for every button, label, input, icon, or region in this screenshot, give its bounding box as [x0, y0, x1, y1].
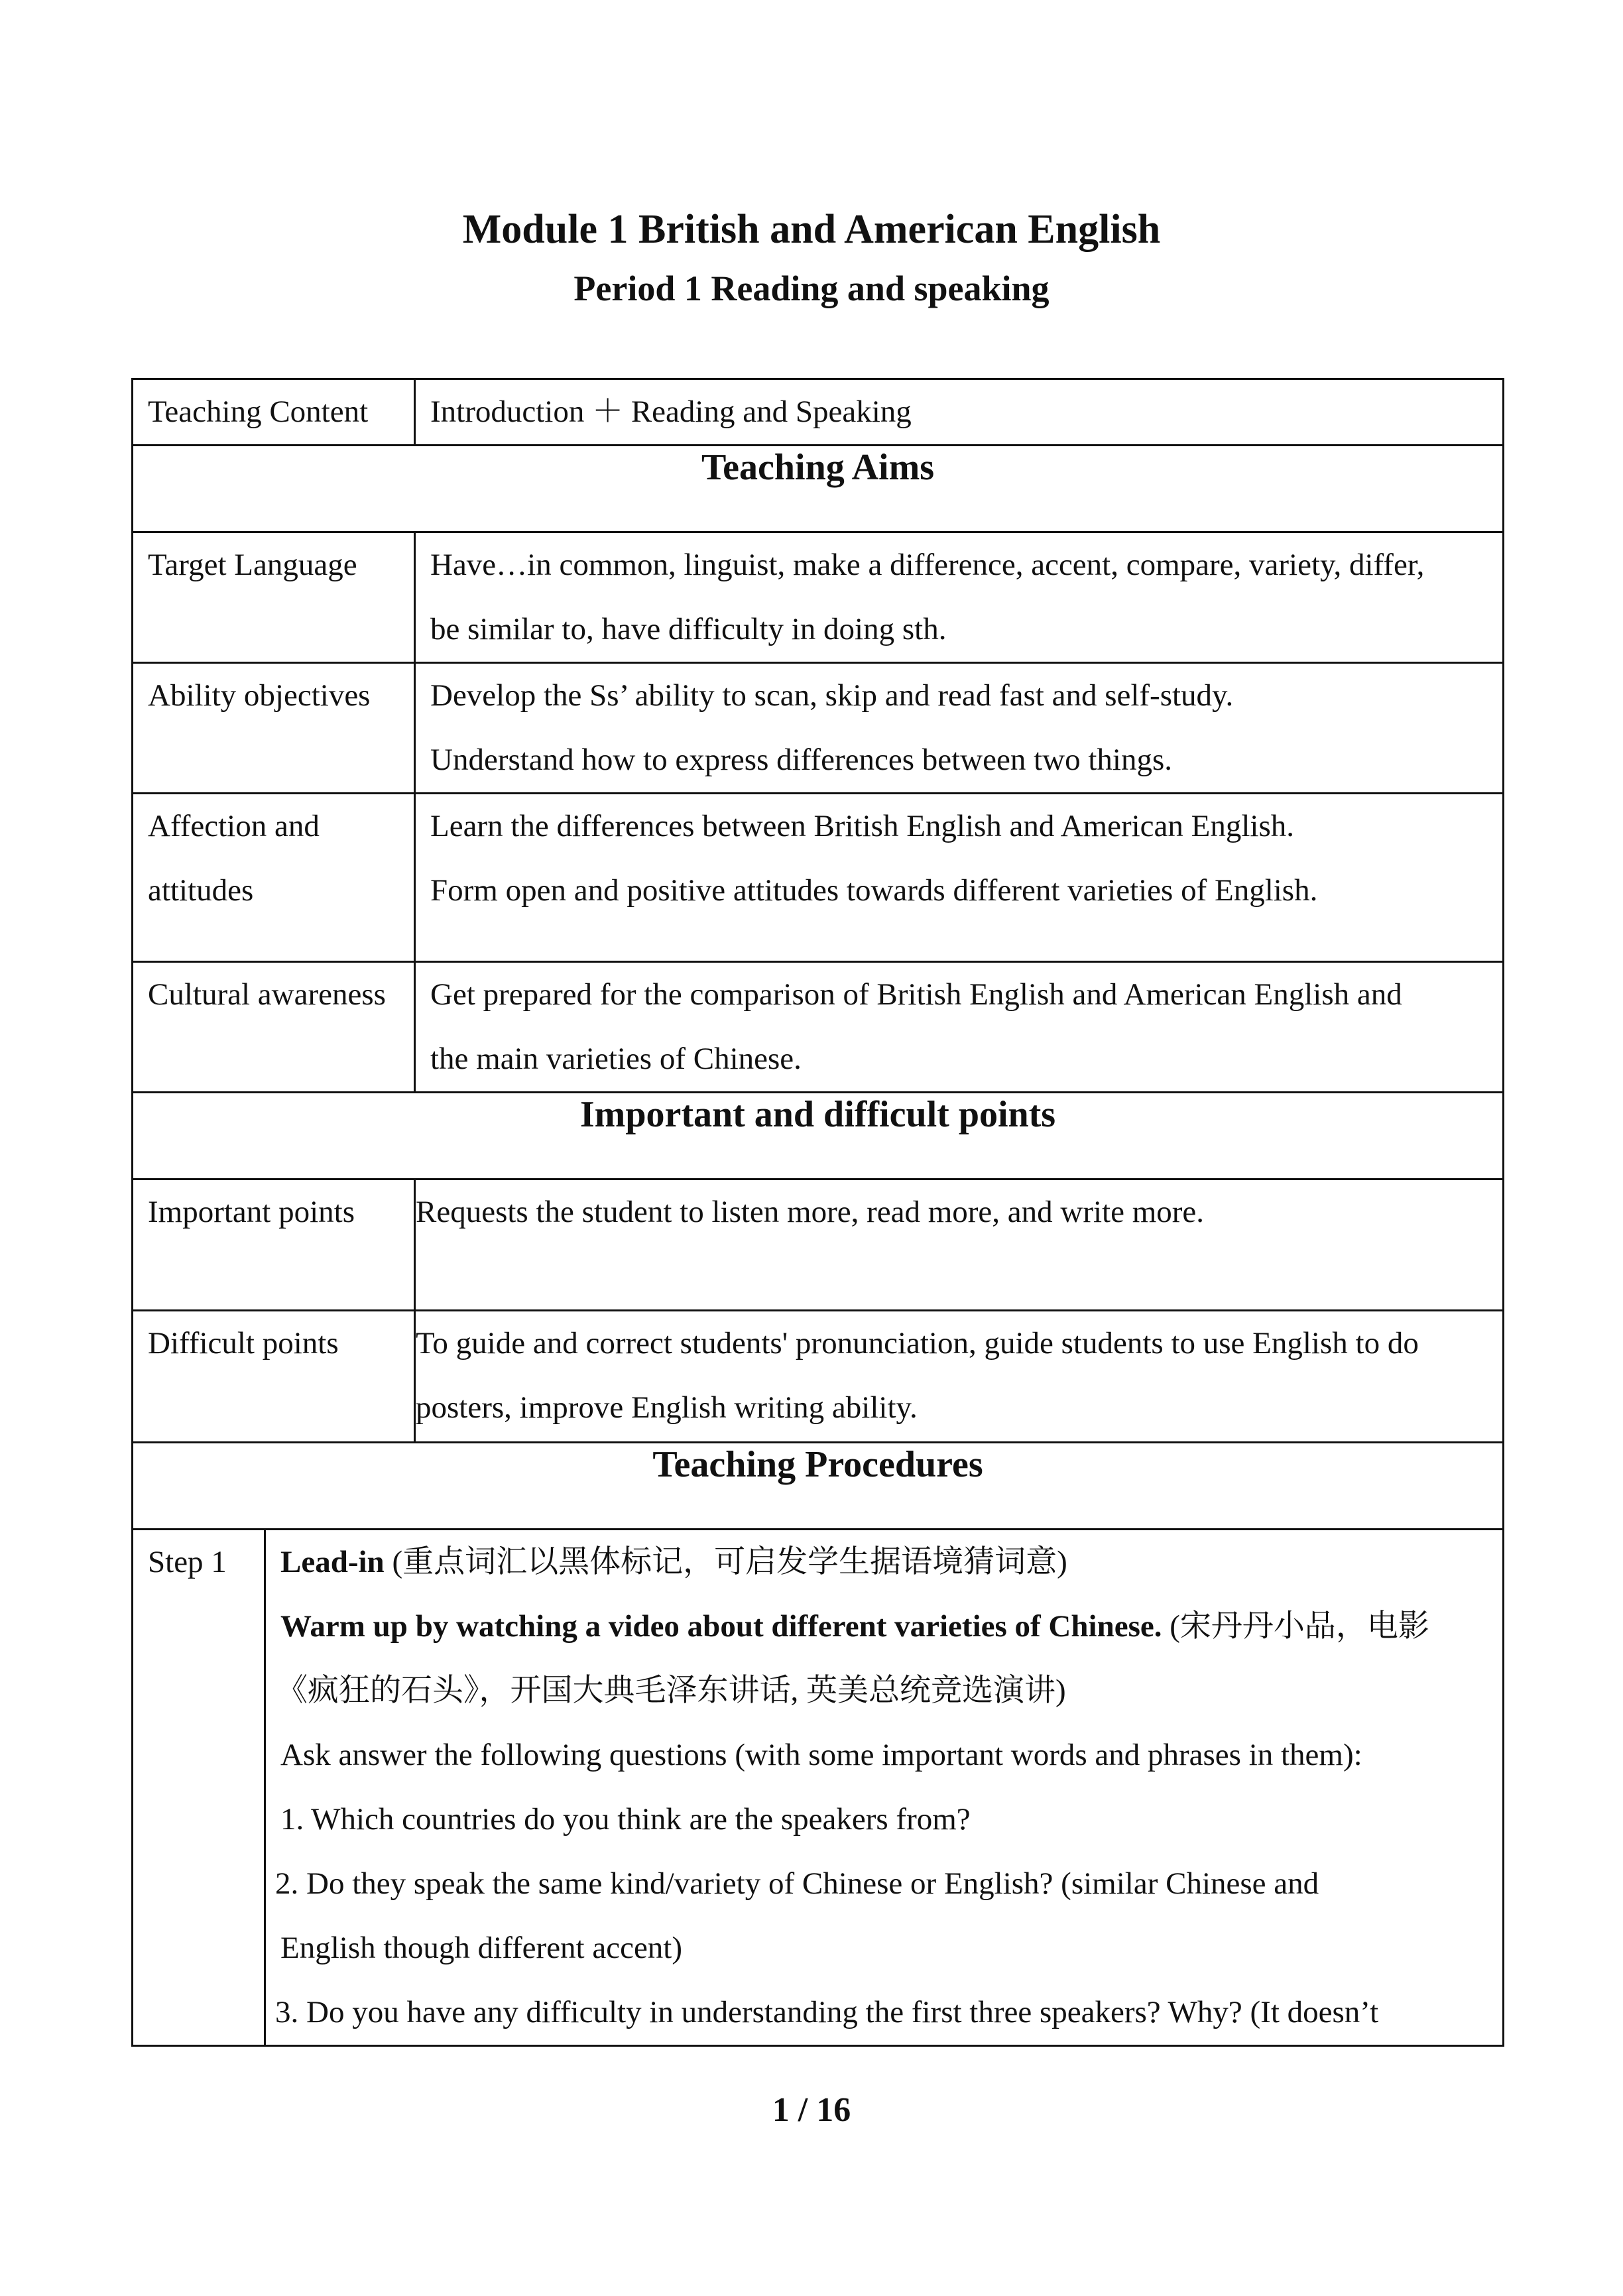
important-points-label: Important points: [133, 1179, 415, 1311]
affection-attitudes-row: [133, 794, 1504, 962]
warmup-line: Warm up by watching a video about different varieties of Chinese. (宋丹丹小品，电影: [280, 1609, 1429, 1644]
difficult-points-row: [133, 1311, 1504, 1443]
points-header-row: [133, 1093, 1504, 1179]
teaching-content-value: Introduction ＋ Reading and Speaking: [415, 379, 1504, 446]
procedures-header-row: [133, 1443, 1504, 1530]
cultural-awareness-row: [133, 962, 1504, 1093]
step1-content: [265, 1530, 1504, 2046]
ability-objectives-label: Ability objectives: [133, 663, 415, 794]
step1-label: Step 1: [133, 1530, 265, 2046]
cultural-awareness-value: Get prepared for the comparison of British English and American English and the main varieties of Chinese.: [415, 962, 1504, 1093]
page-number: 1 / 16: [772, 2091, 851, 2129]
teaching-content-label: Teaching Content: [133, 379, 415, 446]
cultural-awareness-label: Cultural awareness: [133, 962, 415, 1093]
important-points-value: Requests the student to listen more, read more, and write more.: [415, 1179, 1504, 1311]
lesson-plan-table: [131, 378, 1504, 2047]
question-3: 3. Do you have any difficulty in understanding the first three speakers? Why? (It doesn’t: [275, 1995, 1379, 2029]
question-2-cont: English though different accent): [280, 1931, 683, 1965]
points-header: Important and difficult points: [133, 1093, 1504, 1179]
target-language-row: [133, 532, 1504, 663]
important-points-row: [133, 1179, 1504, 1311]
teaching-content-row: [133, 379, 1504, 446]
affection-attitudes-value: Learn the differences between British English and American English. Form open and positive attitudes towards different varieties of English.: [415, 794, 1504, 962]
ability-objectives-row: [133, 663, 1504, 794]
leadin-line: Lead-in (重点词汇以黑体标记，可启发学生据语境猜词意): [280, 1545, 1067, 1579]
document-subtitle: Period 1 Reading and speaking: [573, 269, 1050, 308]
procedures-header: Teaching Procedures: [133, 1443, 1504, 1530]
question-1: 1. Which countries do you think are the speakers from?: [280, 1802, 971, 1837]
difficult-points-value: To guide and correct students' pronunciation, guide students to use English to do posters, improve English writing ability.: [415, 1311, 1504, 1443]
target-language-value: Have…in common, linguist, make a difference, accent, compare, variety, differ, be similar to, have difficulty in doing sth.: [415, 532, 1504, 663]
document-title: Module 1 British and American English: [462, 207, 1161, 252]
difficult-points-label: Difficult points: [133, 1311, 415, 1443]
target-language-label: Target Language: [133, 532, 415, 663]
warmup-cont-line: 《疯狂的石头》，开国大典毛泽东讲话, 英美总统竞选演讲): [276, 1673, 1066, 1708]
question-2: 2. Do they speak the same kind/variety of Chinese or English? (similar Chinese and: [275, 1866, 1319, 1901]
teaching-aims-header: Teaching Aims: [133, 446, 1504, 532]
ask-line: Ask answer the following questions (with some important words and phrases in them):: [280, 1738, 1362, 1772]
step1-row: [133, 1530, 1504, 2046]
teaching-aims-header-row: [133, 446, 1504, 532]
ability-objectives-value: Develop the Ss’ ability to scan, skip and read fast and self-study. Understand how to express differences between two things.: [415, 663, 1504, 794]
affection-attitudes-label: Affection and attitudes: [133, 794, 415, 962]
